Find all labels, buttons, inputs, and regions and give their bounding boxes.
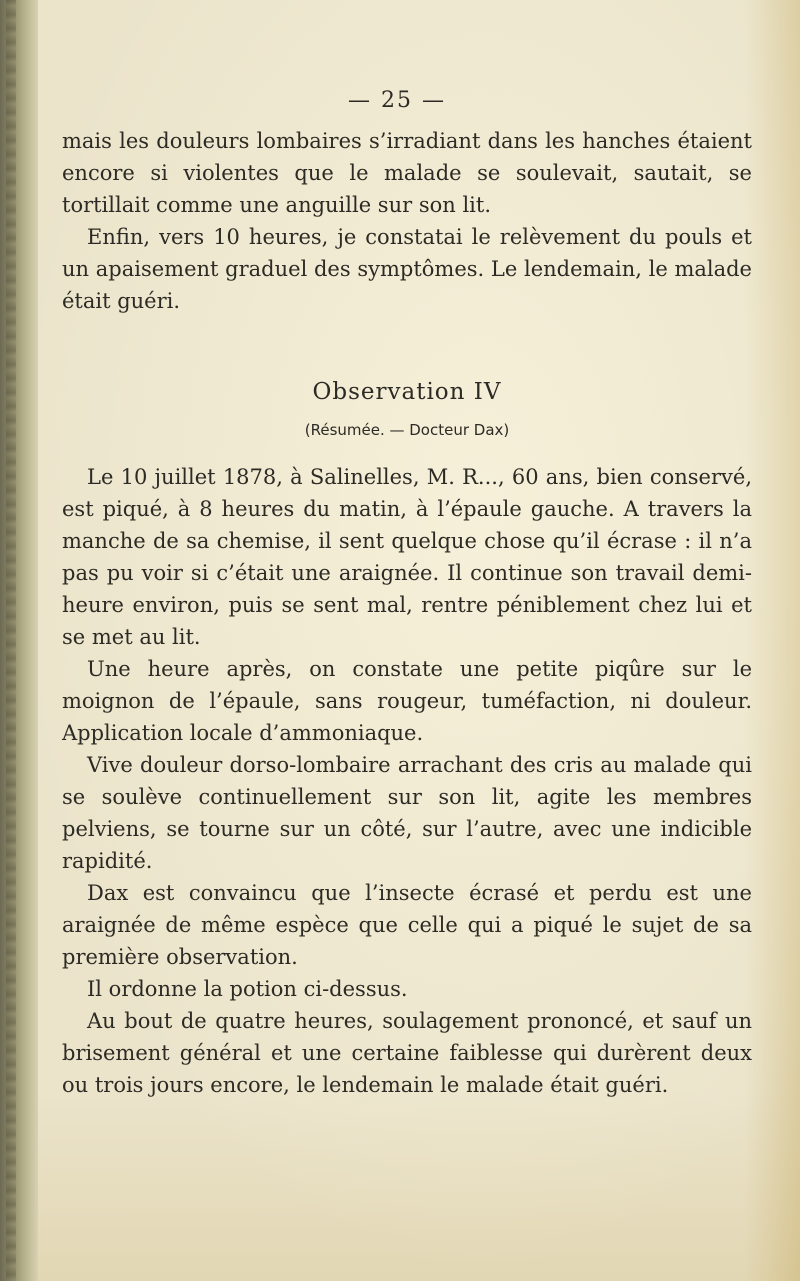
observation-subtitle: (Résumée. — Docteur Dax)	[304, 421, 510, 439]
paragraph: Au bout de quatre heures, soulagement prononcé, et sauf un brisement général et une certaine faiblesse qui durèrent deux ou trois jours encore, le lendemain le malade était guéri.	[62, 1009, 752, 1097]
paragraph: Le 10 juillet 1878, à Salinelles, M. R..., 60 ans, bien conservé, est piqué, à 8 heures du matin, à l’épaule gauche. A travers la manche de sa chemise, il sent quelque chose qu’il écrase : il n’a pas pu voir si c’était une araignée. Il continue son travail demi-heure environ, puis se sent mal, rentre péniblement chez lui et se met au lit.	[62, 465, 752, 649]
paragraph: Vive douleur dorso-lombaire arrachant des cris au malade qui se soulève continuellement sur son lit, agite les membres pelviens, se tourne sur un côté, sur l’autre, avec une indicible rapidité.	[62, 753, 752, 873]
page-number: — 25 —	[348, 88, 446, 113]
paragraph: Dax est convaincu que l’insecte écrasé et perdu est une araignée de même espèce que celle qui a piqué le sujet de sa première observation.	[62, 881, 752, 969]
observation-title: Observation IV	[312, 379, 502, 405]
book-page	[62, 88, 752, 1101]
paragraph: Il ordonne la potion ci-dessus.	[87, 977, 408, 1001]
paragraph-continuation: mais les douleurs lombaires s’irradiant dans les hanches étaient encore si violentes que le malade se soulevait, sautait, se tortillait comme une anguille sur son lit.	[62, 129, 752, 217]
paragraph: Enfin, vers 10 heures, je constatai le relèvement du pouls et un apaisement graduel des symptômes. Le lendemain, le malade était guéri.	[62, 225, 752, 313]
paragraph: Une heure après, on constate une petite piqûre sur le moignon de l’épaule, sans rougeur, tuméfaction, ni douleur. Application locale d’ammoniaque.	[62, 657, 752, 745]
book-binding-edge	[0, 0, 38, 1281]
